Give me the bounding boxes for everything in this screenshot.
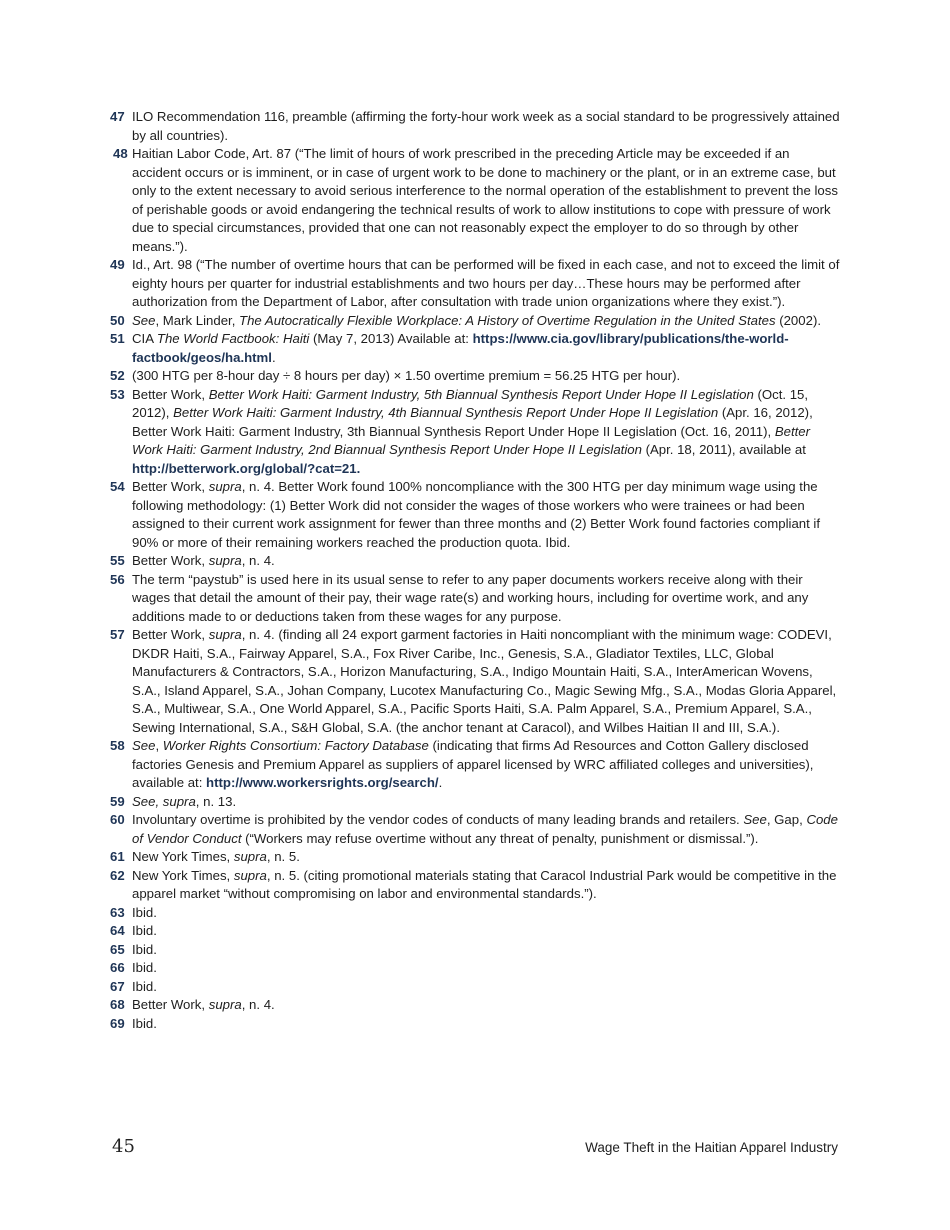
footnote-italic-text: See bbox=[132, 738, 156, 753]
footnote-number: 49 bbox=[110, 257, 125, 272]
footnote-text bbox=[132, 905, 157, 920]
footnote-italic-text: Better Work Haiti: Garment Industry, 5th Biannual Synthesis Report Under Hope II Legislation bbox=[208, 386, 754, 402]
footnote-51 bbox=[110, 330, 840, 367]
footnote-text-run: (“Workers may refuse overtime without any threat of penalty, punishment or dismissal.”). bbox=[241, 830, 759, 846]
footnote-text bbox=[132, 1016, 157, 1031]
footnote-number: 60 bbox=[110, 812, 125, 827]
footnote-number: 63 bbox=[110, 904, 125, 920]
footnote-number: 66 bbox=[110, 960, 125, 975]
footnote-text bbox=[132, 109, 840, 143]
footnote-text-run: . bbox=[271, 349, 276, 365]
footnote-53 bbox=[110, 386, 840, 479]
footnote-text-run: Better Work, bbox=[132, 997, 209, 1012]
footnote-italic-text: supra bbox=[208, 997, 242, 1012]
footnote-text-run: Id., Art. 98 (“The number of overtime hours that can be performed will be fixed in each case, and not to exceed the limit of eighty hours per quarter for industrial establishments and two hours per day…These hours may be performed after authorization from the Department of Labor, after consultation with trade union organizations where they exist.”). bbox=[132, 257, 840, 309]
footnote-text-run: (May 7, 2013) Available at: bbox=[309, 331, 473, 346]
footnote-49 bbox=[110, 256, 840, 312]
footnote-52 bbox=[110, 367, 840, 386]
footnote-text bbox=[132, 553, 275, 568]
footnote-italic-text: Code of Vendor Conduct bbox=[132, 812, 838, 846]
footnote-text-run: , n. 5. (citing promotional materials stating that Caracol Industrial Park would be competitive in the apparel market “without compromising on labor and environmental standards.”). bbox=[132, 867, 837, 901]
footnote-text-run: Haitian Labor Code, Art. 87 (“The limit of hours of work prescribed in the preceding Article may be exceeded if an accident occurs or is imminent, or in case of urgent work to be done to machinery or the plant, or in an extreme case, but only to the extent necessary to avoid serious interference to the normal operation of the establishment to prevent the loss of perishable goods or avoid endangering the technical results of work to allow institutions to cope with pressure of work due to special circumstances, provided that one can not reasonably expect the employer to do so through by other means.”). bbox=[132, 146, 838, 254]
footnote-italic-text: See bbox=[743, 812, 767, 827]
footnote-number: 55 bbox=[110, 553, 125, 568]
footnote-text bbox=[132, 313, 821, 328]
footnote-number: 68 bbox=[110, 997, 125, 1012]
footnote-text-run: Better Work, bbox=[132, 386, 209, 402]
footnote-text bbox=[132, 387, 813, 476]
footnote-58 bbox=[110, 737, 840, 793]
footnote-italic-text: supra bbox=[233, 867, 267, 883]
footnote-text-run: Ibid. bbox=[132, 960, 157, 975]
report-title: Wage Theft in the Haitian Apparel Industry bbox=[585, 1140, 838, 1155]
footnote-text bbox=[132, 738, 813, 790]
footnote-66 bbox=[110, 959, 840, 978]
footnote-text-run: ILO Recommendation 116, preamble (affirming the forty-hour work week as a social standard to be progressively attained by all countries). bbox=[132, 109, 840, 143]
footnote-57 bbox=[110, 626, 840, 737]
footnote-number: 64 bbox=[110, 923, 125, 938]
footnote-number: 47 bbox=[110, 109, 125, 124]
footnote-link[interactable]: http://www.workersrights.org/search/ bbox=[206, 775, 439, 790]
footnote-text-run: , Gap, bbox=[766, 812, 807, 827]
footnote-text-run: (Oct. 15, 2012), bbox=[132, 386, 809, 420]
footnote-text-run: (indicating that firms Ad Resources and Cotton Gallery disclosed factories Genesis and Premium Apparel as suppliers of apparel licensed by WRC affiliated colleges and universities), available at: bbox=[132, 738, 814, 790]
footnote-number: 62 bbox=[110, 867, 125, 883]
footnote-text bbox=[132, 368, 680, 383]
footnote-text-run: Ibid. bbox=[132, 1015, 157, 1031]
footnote-text-run: (300 HTG per 8-hour day ÷ 8 hours per day) × 1.50 overtime premium = 56.25 HTG per hour). bbox=[132, 368, 681, 383]
footnote-number: 56 bbox=[110, 571, 125, 587]
footnote-italic-text: Worker Rights Consortium: Factory Database bbox=[162, 738, 429, 753]
footnote-number: 53 bbox=[110, 386, 125, 402]
footnote-text-run: (Apr. 16, 2012), Better Work Haiti: Garment Industry, 3th Biannual Synthesis Report Under Hope II Legislation (Oct. 16, 2011), bbox=[132, 405, 813, 439]
footnote-number: 50 bbox=[110, 312, 125, 328]
footnote-text bbox=[132, 997, 275, 1012]
footnote-text-run: , n. 4. bbox=[241, 553, 275, 568]
footnote-text bbox=[132, 572, 808, 624]
footnote-text bbox=[132, 794, 236, 809]
footnote-text-run: New York Times, bbox=[132, 867, 234, 883]
footnote-text bbox=[132, 923, 157, 938]
footnote-number: 59 bbox=[110, 793, 125, 809]
footnote-number: 58 bbox=[110, 738, 125, 753]
footnote-text-run: Involuntary overtime is prohibited by the vendor codes of conducts of many leading brands and retailers. bbox=[132, 812, 744, 827]
footnote-number: 67 bbox=[110, 978, 125, 994]
footnote-italic-text: Better Work Haiti: Garment Industry, 2nd Biannual Synthesis Report Under Hope II Legislation bbox=[132, 423, 811, 457]
footnote-text-run: Better Work, bbox=[132, 479, 209, 494]
footnote-text bbox=[132, 146, 838, 254]
footnote-55 bbox=[110, 552, 840, 571]
footnote-text bbox=[132, 812, 838, 846]
footnote-text-run: , n. 5. bbox=[266, 849, 300, 864]
footnote-56 bbox=[110, 571, 840, 627]
footnote-67 bbox=[110, 978, 840, 997]
footnote-text-run: CIA bbox=[132, 331, 157, 346]
footnote-50 bbox=[110, 312, 840, 331]
footnote-number: 52 bbox=[110, 368, 125, 383]
footnote-text-run: , n. 4. (finding all 24 export garment factories in Haiti noncompliant with the minimum wage: CODEVI, DKDR Haiti, S.A., Fairway Apparel, S.A., Fox River Caribe, Inc., Genesis, S.A., Gladiator Textiles, LLC, Global Manufacturers & Contractors, S.A., Horizon Manufacturing, S.A., Indigo Mountain Haiti, S.A., InterAmerican Wovens, S.A., Island Apparel, S.A., Johan Company, Lucotex Manufacturing Co., Magic Sewing Mfg., S.A., Modas Gloria Apparel, S.A., Multiwear, S.A., One World Apparel, S.A., Pacific Sports Haiti, S.A. Palm Apparel, S.A., Premium Apparel, S.A., Sewing International, S.A., S&H Global, S.A. (the anchor tenant at Caracol), and Wilbes Haitian II and III, S.A.). bbox=[132, 627, 837, 735]
footnote-italic-text: See, supra bbox=[132, 793, 196, 809]
footnote-61 bbox=[110, 848, 840, 867]
footnote-65 bbox=[110, 941, 840, 960]
footnote-text-run: The term “paystub” is used here in its usual sense to refer to any paper documents workers receive along with their wages that detail the amount of their pay, their wage rate(s) and working hours, including for overtime work, and any additions made to or deductions taken from these wages for any purpose. bbox=[132, 571, 809, 624]
footnote-text bbox=[132, 331, 789, 365]
footnote-italic-text: Better Work Haiti: Garment Industry, 4th Biannual Synthesis Report Under Hope II Legislation bbox=[173, 405, 719, 420]
footnote-text-run: , n. 4. Better Work found 100% noncompliance with the 300 HTG per day minimum wage using the following methodology: (1) Better Work did not consider the wages of those workers who were trainees or had been assigned to their current work assignment for fewer than three months and (2) Better Work found factories compliant if 90% or more of their remaining workers reached the production quota. Ibid. bbox=[132, 479, 821, 550]
footnote-62 bbox=[110, 867, 840, 904]
footnote-text-run: New York Times, bbox=[132, 849, 234, 864]
footnote-59 bbox=[110, 793, 840, 812]
footnote-number: 65 bbox=[110, 941, 125, 957]
footnote-47 bbox=[110, 108, 840, 145]
footnote-number: 61 bbox=[110, 849, 125, 864]
footnote-italic-text: supra bbox=[208, 479, 242, 494]
footnote-number: 69 bbox=[110, 1015, 125, 1031]
footnote-69 bbox=[110, 1015, 840, 1034]
footnote-text-run: (Apr. 18, 2011), available at bbox=[641, 442, 806, 457]
footnote-link[interactable]: https://www.cia.gov/library/publications/the-world-factbook/geos/ha.html bbox=[132, 331, 789, 365]
footnote-54 bbox=[110, 478, 840, 552]
footnote-text-run: Better Work, bbox=[132, 553, 209, 568]
footnote-number: 51 bbox=[110, 331, 125, 346]
footnote-link[interactable]: http://betterwork.org/global/?cat=21. bbox=[132, 460, 361, 476]
footnote-italic-text: supra bbox=[208, 553, 242, 568]
footnote-number: 48 bbox=[113, 146, 128, 161]
footnote-68 bbox=[110, 996, 840, 1015]
footnote-text-run: , n. 4. bbox=[241, 997, 275, 1012]
page-number: 45 bbox=[112, 1136, 135, 1157]
footnote-number: 54 bbox=[110, 479, 125, 494]
footnote-text-run: , Mark Linder, bbox=[155, 312, 240, 328]
footnote-text bbox=[132, 627, 836, 735]
footnote-italic-text: supra bbox=[233, 849, 267, 864]
footnote-italic-text: supra bbox=[208, 627, 242, 642]
footnote-text-run: , bbox=[155, 738, 163, 753]
footnote-number: 57 bbox=[110, 627, 125, 642]
footnote-text-run: Ibid. bbox=[132, 904, 157, 920]
footnote-text bbox=[132, 960, 157, 975]
footnote-italic-text: The Autocratically Flexible Workplace: A History of Overtime Regulation in the United States bbox=[239, 312, 776, 328]
footnote-text bbox=[132, 979, 157, 994]
footnote-text bbox=[132, 479, 820, 550]
footnote-text-run: . bbox=[438, 775, 443, 790]
footnote-text bbox=[132, 849, 300, 864]
footnote-text-run: Ibid. bbox=[132, 978, 157, 994]
footnote-italic-text: The World Factbook: Haiti bbox=[156, 331, 310, 346]
footnote-text-run: Ibid. bbox=[132, 923, 157, 938]
footnote-60 bbox=[110, 811, 840, 848]
footnote-text-run: Ibid. bbox=[132, 941, 157, 957]
footnote-text-run: (2002). bbox=[775, 312, 821, 328]
footnote-64 bbox=[110, 922, 840, 941]
footnote-text bbox=[132, 942, 157, 957]
footnote-63 bbox=[110, 904, 840, 923]
footnote-48 bbox=[110, 145, 840, 256]
footnote-text-run: Better Work, bbox=[132, 627, 209, 642]
footnote-text bbox=[132, 257, 839, 309]
footnote-text-run: , n. 13. bbox=[195, 793, 237, 809]
footnote-text bbox=[132, 868, 836, 902]
footnote-italic-text: See bbox=[132, 312, 156, 328]
footnote-list bbox=[110, 108, 840, 1033]
